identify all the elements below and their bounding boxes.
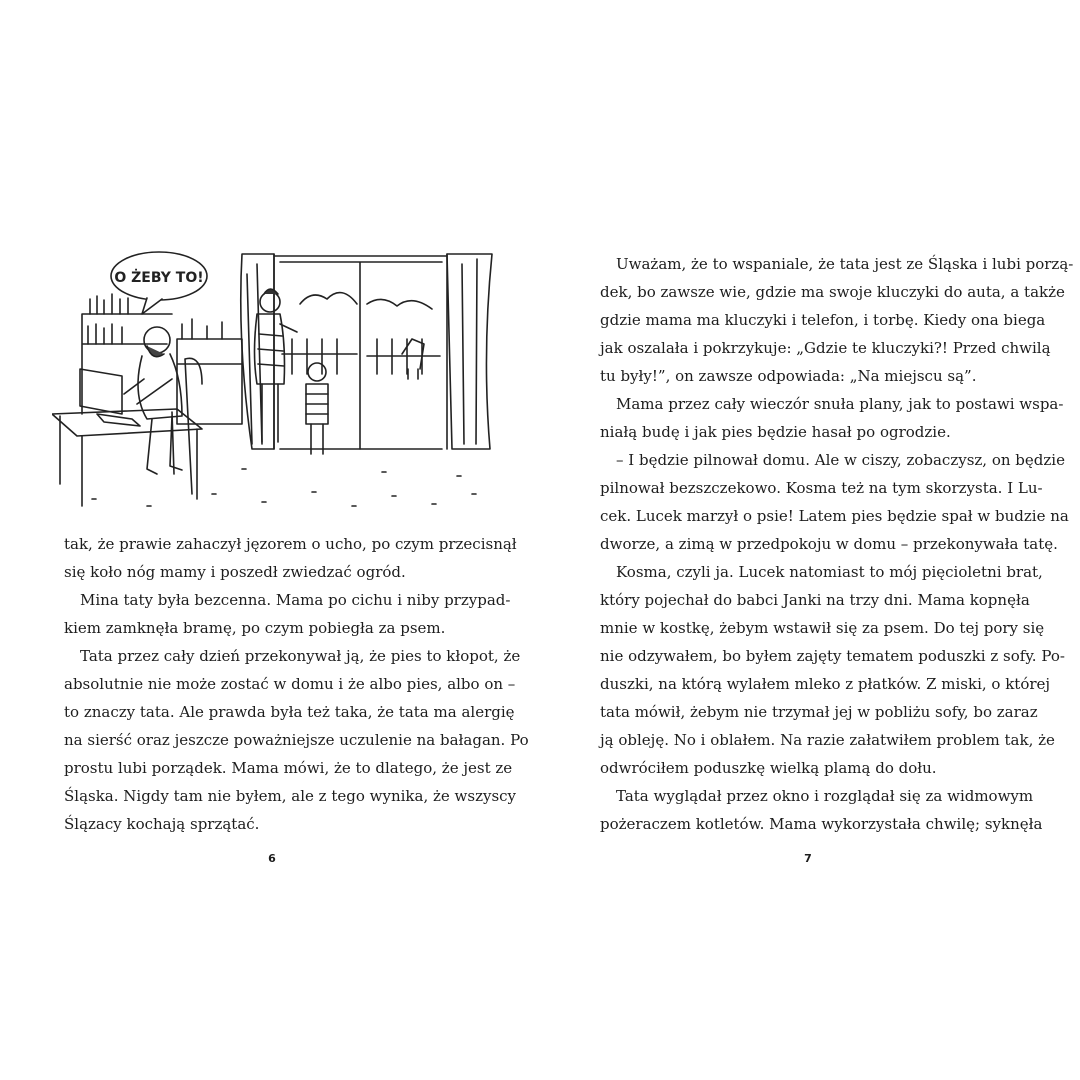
page-number-left: 6 <box>268 852 276 865</box>
speech-bubble <box>111 252 207 314</box>
illustration <box>52 244 502 514</box>
curtain-right <box>447 254 492 449</box>
cabinet-items <box>182 319 222 339</box>
page-right <box>540 0 1080 1080</box>
text-line: Uważam, że to wspaniale, że tata jest ze Śląska i lubi porzą- <box>616 255 1074 273</box>
text-line: tu były!”, on zawsze odpowiada: „Na miejscu są”. <box>600 367 977 385</box>
text-line: Mina taty była bezcenna. Mama po cichu i niby przypad- <box>80 591 511 609</box>
text-line: kiem zamknęła bramę, po czym pobiegła za psem. <box>64 619 446 637</box>
text-line: to znaczy tata. Ale prawda była też taka, że tata ma alergię <box>64 703 515 721</box>
text-line: tak, że prawie zahaczył jęzorem o ucho, po czym przecisnął <box>64 535 517 553</box>
speech-bubble-text: O ŻEBY TO! <box>114 270 204 286</box>
text-line: Tata przez cały dzień przekonywał ją, że pies to kłopot, że <box>80 647 521 665</box>
window <box>274 254 447 449</box>
text-line: – I będzie pilnował domu. Ale w ciszy, zobaczysz, on będzie <box>616 451 1065 469</box>
text-line: absolutnie nie może zostać w domu i że albo pies, albo on – <box>64 675 516 693</box>
garden-fence <box>282 339 440 374</box>
garden-trees <box>367 299 432 309</box>
boy-figure <box>306 363 328 454</box>
text-line: cek. Lucek marzył o psie! Latem pies będzie spał w budzie na <box>600 507 1069 525</box>
text-line: Ślązacy kochają sprzątać. <box>64 815 260 833</box>
text-line: jak oszalała i pokrzykuje: „Gdzie te kluczyki?! Przed chwilą <box>600 339 1051 357</box>
text-line: dworze, a zimą w przedpokoju w domu – przekonywała tatę. <box>600 535 1058 553</box>
text-line: niałą budę i jak pies będzie hasał po ogrodzie. <box>600 423 951 441</box>
text-line: na sierść oraz jeszcze poważniejsze uczulenie na bałagan. Po <box>64 731 529 749</box>
text-line: nie odzywałem, bo byłem zajęty tematem poduszki z sofy. Po- <box>600 647 1065 665</box>
text-line: tata mówił, żebym nie trzymał jej w pobliżu sofy, bo zaraz <box>600 703 1038 721</box>
floor-marks <box>92 469 476 506</box>
page-number-right: 7 <box>804 852 812 865</box>
text-line: prostu lubi porządek. Mama mówi, że to dlatego, że jest ze <box>64 759 513 777</box>
text-line: Kosma, czyli ja. Lucek natomiast to mój pięcioletni brat, <box>616 563 1043 581</box>
curtain-right-folds <box>462 259 477 444</box>
text-line: odwróciłem poduszkę wielką plamą do dołu. <box>600 759 937 777</box>
text-line: pilnował bezszczekowo. Kosma też na tym skorzysta. I Lu- <box>600 479 1043 497</box>
text-line: duszki, na którą wylałem mleko z płatków. Z miski, o której <box>600 675 1051 693</box>
text-line: ją obleję. No i oblałem. Na razie załatwiłem problem tak, że <box>600 731 1055 749</box>
text-line: się koło nóg mamy i poszedł zwiedzać ogród. <box>64 563 406 581</box>
text-line: gdzie mama ma kluczyki i telefon, i torbę. Kiedy ona biega <box>600 311 1046 329</box>
computer-monitor <box>80 369 122 414</box>
left-page-text <box>64 530 529 838</box>
text-line: pożeraczem kotletów. Mama wykorzystała chwilę; syknęła <box>600 815 1043 833</box>
garden-bushes <box>300 293 357 304</box>
right-page-text <box>600 250 1074 838</box>
keyboard <box>97 414 140 426</box>
text-line: mnie w kostkę, żebym wstawił się za psem. Do tej pory się <box>600 619 1045 637</box>
text-line: dek, bo zawsze wie, gdzie ma swoje kluczyki do auta, a także <box>600 283 1065 301</box>
text-line: Tata wyglądał przez okno i rozglądał się za widmowym <box>616 787 1034 805</box>
text-line: Mama przez cały wieczór snuła plany, jak to postawi wspa- <box>616 395 1064 413</box>
text-line: który pojechał do babci Janki na trzy dni. Mama kopnęła <box>600 591 1030 609</box>
dog-figure <box>402 339 424 379</box>
text-line: Śląska. Nigdy tam nie byłem, ale z tego wynika, że wszyscy <box>64 787 517 805</box>
